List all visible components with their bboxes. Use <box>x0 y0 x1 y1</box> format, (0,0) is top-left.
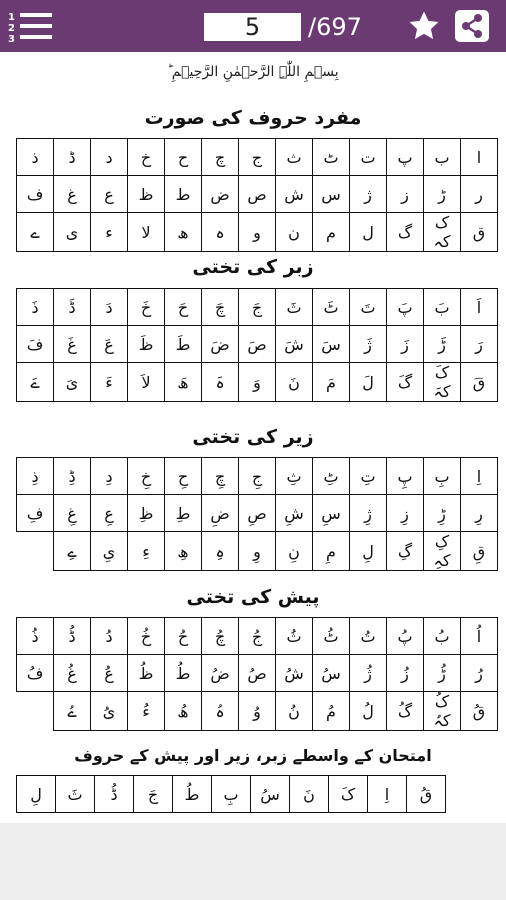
letter-cell: پَ <box>387 289 424 326</box>
letter-cell: ےُ <box>54 692 91 731</box>
letter-cell: رَ <box>461 326 498 363</box>
letter-cell: جُ <box>239 618 276 655</box>
letter-cell: کَ کہَ <box>424 363 461 402</box>
letter-cell: تَ <box>350 289 387 326</box>
letter-cell: قُ <box>461 692 498 731</box>
letter-cell: مِ <box>313 532 350 571</box>
letter-cell: ڈُ <box>95 776 134 813</box>
letter-cell: تُ <box>350 618 387 655</box>
letter-cell: لِ <box>350 532 387 571</box>
letter-cell: ضِ <box>202 495 239 532</box>
table-row <box>17 532 498 571</box>
letter-cell: صَ <box>239 326 276 363</box>
letter-cell: ٹَ <box>313 289 350 326</box>
letter-cell: ءِ <box>128 532 165 571</box>
svg-text:2: 2 <box>8 23 15 34</box>
letter-cell: غِ <box>54 495 91 532</box>
table-row <box>17 458 498 495</box>
letter-cell: کَ <box>329 776 368 813</box>
table-pesh <box>16 617 498 731</box>
letter-cell: اِ <box>461 458 498 495</box>
letter-cell: گَ <box>387 363 424 402</box>
letter-cell: خِ <box>128 458 165 495</box>
letter-cell: ک کہ <box>424 213 461 252</box>
letter-cell: ق <box>461 213 498 252</box>
letter-cell: یُ <box>91 692 128 731</box>
letter-cell: صُ <box>239 655 276 692</box>
letter-cell: ج <box>239 139 276 176</box>
letter-cell: ژ <box>350 176 387 213</box>
book-page <box>0 52 506 823</box>
letter-cell: قَ <box>461 363 498 402</box>
star-icon[interactable] <box>406 9 442 43</box>
total-pages-label: /697 <box>308 13 362 41</box>
letter-cell: جَ <box>134 776 173 813</box>
letter-cell: د <box>91 139 128 176</box>
letter-cell: غُ <box>54 655 91 692</box>
table-row <box>17 289 498 326</box>
letter-cell: سَ <box>313 326 350 363</box>
letter-cell: ٹِ <box>313 458 350 495</box>
letter-cell: فُ <box>17 655 54 692</box>
letter-cell: ذ <box>17 139 54 176</box>
table-row <box>17 655 498 692</box>
letter-cell: کِ کہِ <box>424 532 461 571</box>
letter-cell: ل <box>350 213 387 252</box>
letter-cell: چُ <box>202 618 239 655</box>
letter-cell: چِ <box>202 458 239 495</box>
letter-cell: ر <box>461 176 498 213</box>
letter-cell: لَ <box>350 363 387 402</box>
letter-cell: گِ <box>387 532 424 571</box>
letter-cell: ثُ <box>276 618 313 655</box>
letter-cell: خ <box>128 139 165 176</box>
letter-cell: ٹ <box>313 139 350 176</box>
letter-cell: مُ <box>313 692 350 731</box>
table-row <box>17 692 498 731</box>
letter-cell: وُ <box>239 692 276 731</box>
letter-cell: و <box>239 213 276 252</box>
letter-cell: ن <box>276 213 313 252</box>
table-row <box>17 363 498 402</box>
letter-cell <box>17 532 54 571</box>
letter-cell: لا <box>128 213 165 252</box>
letter-cell: وَ <box>239 363 276 402</box>
letter-cell: ءُ <box>128 692 165 731</box>
imtihan-row <box>17 776 446 813</box>
letter-cell: ےِ <box>54 532 91 571</box>
letter-cell: قُ <box>407 776 446 813</box>
letter-cell: گُ <box>387 692 424 731</box>
letter-cell: خُ <box>128 618 165 655</box>
top-toolbar <box>0 0 506 52</box>
letter-cell: طُ <box>173 776 212 813</box>
letter-cell: ضُ <box>202 655 239 692</box>
letter-cell: س <box>313 176 350 213</box>
letter-cell: زُ <box>387 655 424 692</box>
letter-cell: طُ <box>165 655 202 692</box>
letter-cell: طَ <box>165 326 202 363</box>
letter-cell: چ <box>202 139 239 176</box>
letter-cell: حَ <box>165 289 202 326</box>
letter-cell: فِ <box>17 495 54 532</box>
letter-cell: رُ <box>461 655 498 692</box>
letter-cell: زِ <box>387 495 424 532</box>
letter-cell: ڑ <box>424 176 461 213</box>
letter-cell: ڈِ <box>54 458 91 495</box>
letter-cell: زَ <box>387 326 424 363</box>
letter-cell: ط <box>165 176 202 213</box>
letter-cell: ھَ <box>165 363 202 402</box>
letter-cell: ےَ <box>17 363 54 402</box>
letter-cell: ہِ <box>202 532 239 571</box>
letter-cell: بُ <box>424 618 461 655</box>
letter-cell: اُ <box>461 618 498 655</box>
letter-cell: ے <box>17 213 54 252</box>
letter-cell: فَ <box>17 326 54 363</box>
letter-cell: سِ <box>313 495 350 532</box>
letter-cell: ف <box>17 176 54 213</box>
letter-cell: بِ <box>424 458 461 495</box>
letter-cell: تِ <box>350 458 387 495</box>
letter-cell: ز <box>387 176 424 213</box>
letter-cell: بَ <box>424 289 461 326</box>
letter-cell: دُ <box>91 618 128 655</box>
letter-cell: ھ <box>165 213 202 252</box>
letter-cell: جِ <box>239 458 276 495</box>
letter-cell: ذِ <box>17 458 54 495</box>
share-icon[interactable] <box>455 10 489 42</box>
letter-cell: نِ <box>276 532 313 571</box>
letter-cell: ہُ <box>202 692 239 731</box>
letter-cell: ا <box>461 139 498 176</box>
letter-cell: پِ <box>387 458 424 495</box>
letter-cell: گ <box>387 213 424 252</box>
letter-cell: چَ <box>202 289 239 326</box>
letter-cell: ظِ <box>128 495 165 532</box>
letter-cell: ش <box>276 176 313 213</box>
letter-cell: شِ <box>276 495 313 532</box>
letter-cell: ح <box>165 139 202 176</box>
letter-cell: ءَ <box>91 363 128 402</box>
letter-cell: شُ <box>276 655 313 692</box>
letter-cell: ژِ <box>350 495 387 532</box>
letter-cell: کُ کہُ <box>424 692 461 731</box>
heading-mufrad: مفرد حروف کی صورت <box>144 107 362 129</box>
letter-cell: ڑُ <box>424 655 461 692</box>
letter-cell: ث <box>276 139 313 176</box>
letter-cell: ثَ <box>56 776 95 813</box>
letter-cell: ء <box>91 213 128 252</box>
letter-cell: وِ <box>239 532 276 571</box>
letter-cell: بِ <box>212 776 251 813</box>
table-row <box>17 213 498 252</box>
letter-cell: ڑَ <box>424 326 461 363</box>
letter-cell: لاَ <box>128 363 165 402</box>
letter-cell: ع <box>91 176 128 213</box>
letter-cell <box>17 692 54 731</box>
letter-cell: م <box>313 213 350 252</box>
letter-cell: سُ <box>251 776 290 813</box>
list-numbered-icon[interactable] <box>6 9 54 43</box>
letter-cell: ٹُ <box>313 618 350 655</box>
table-zabar <box>16 288 498 402</box>
letter-cell: ت <box>350 139 387 176</box>
letter-cell: ژَ <box>350 326 387 363</box>
letter-cell: نَ <box>290 776 329 813</box>
letter-cell: ض <box>202 176 239 213</box>
letter-cell: نَ <box>276 363 313 402</box>
table-imtihan <box>16 775 446 813</box>
letter-cell: حُ <box>165 618 202 655</box>
heading-zer: زیر کی تختی <box>192 426 314 448</box>
table-mufrad <box>16 138 498 252</box>
letter-cell: ظَ <box>128 326 165 363</box>
letter-cell: پُ <box>387 618 424 655</box>
letter-cell: ثِ <box>276 458 313 495</box>
letter-cell: غَ <box>54 326 91 363</box>
letter-cell: ذُ <box>17 618 54 655</box>
letter-cell: عُ <box>91 655 128 692</box>
page-number-input[interactable]: 5 <box>204 13 301 41</box>
heading-imtihan: امتحان کے واسطے زبر، زیر اور پیش کے حروف <box>74 746 432 765</box>
letter-cell: ظُ <box>128 655 165 692</box>
letter-cell: عَ <box>91 326 128 363</box>
letter-cell: ھِ <box>165 532 202 571</box>
letter-cell: اِ <box>368 776 407 813</box>
letter-cell: شَ <box>276 326 313 363</box>
letter-cell: یِ <box>91 532 128 571</box>
heading-pesh: پیش کی تختی <box>186 586 320 608</box>
letter-cell: ضَ <box>202 326 239 363</box>
letter-cell: جَ <box>239 289 276 326</box>
letter-cell: ی <box>54 213 91 252</box>
letter-cell: حِ <box>165 458 202 495</box>
table-row <box>17 176 498 213</box>
letter-cell: لُ <box>350 692 387 731</box>
table-zer <box>16 457 498 571</box>
table-row <box>17 139 498 176</box>
letter-cell: ب <box>424 139 461 176</box>
svg-text:1: 1 <box>8 12 15 23</box>
letter-cell: خَ <box>128 289 165 326</box>
letter-cell: ڑِ <box>424 495 461 532</box>
table-row <box>17 495 498 532</box>
letter-cell: ص <box>239 176 276 213</box>
letter-cell: ہَ <box>202 363 239 402</box>
letter-cell: اَ <box>461 289 498 326</box>
bismillah: بِسۡمِ اللّٰہِ الرَّحۡمٰنِ الرَّحِیۡمِ ؕ <box>167 64 339 80</box>
letter-cell: لِ <box>17 776 56 813</box>
letter-cell: دَ <box>91 289 128 326</box>
letter-cell: ظ <box>128 176 165 213</box>
letter-cell: غ <box>54 176 91 213</box>
letter-cell: قِ <box>461 532 498 571</box>
letter-cell: پ <box>387 139 424 176</box>
letter-cell: صِ <box>239 495 276 532</box>
letter-cell: عِ <box>91 495 128 532</box>
letter-cell: یَ <box>54 363 91 402</box>
letter-cell: سُ <box>313 655 350 692</box>
letter-cell: ثَ <box>276 289 313 326</box>
letter-cell: ژُ <box>350 655 387 692</box>
letter-cell: رِ <box>461 495 498 532</box>
letter-cell: ہ <box>202 213 239 252</box>
letter-cell: ڈ <box>54 139 91 176</box>
table-row <box>17 618 498 655</box>
heading-zabar: زبر کی تختی <box>192 256 314 278</box>
letter-cell: دِ <box>91 458 128 495</box>
letter-cell: ڈَ <box>54 289 91 326</box>
svg-text:3: 3 <box>8 34 15 43</box>
letter-cell: ھُ <box>165 692 202 731</box>
letter-cell: مَ <box>313 363 350 402</box>
letter-cell: طِ <box>165 495 202 532</box>
letter-cell: ذَ <box>17 289 54 326</box>
letter-cell: نُ <box>276 692 313 731</box>
letter-cell: ڈُ <box>54 618 91 655</box>
table-row <box>17 326 498 363</box>
